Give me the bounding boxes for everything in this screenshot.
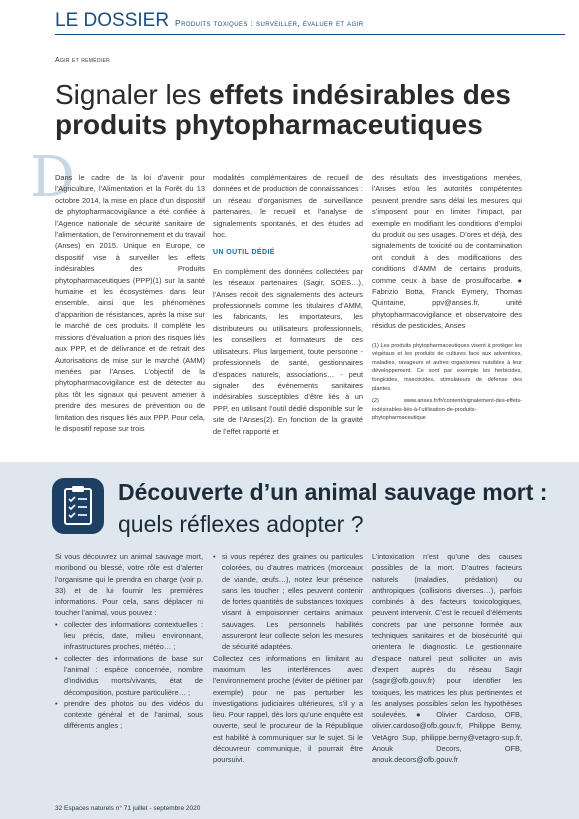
box-paragraph: Collectez ces informations en limitant au maximum les interférences avec l’environnement proche (éviter de piétiner par exemple) pour ne pas perturber les investigations judiciaires ultérieures, s’il y a lieu. Pour rappel, dès lors qu’une enquête est ouverte, seul le procureur de la République est habilité à communiquer sur le sujet. Si le découvreur communique, il pourrait être poursuivi. (213, 653, 363, 765)
article-paragraph: modalités complémentaires de recueil de données et de production de connaissances : un réseau d’organismes de surveillance partenaires, le recueil et l’analyse de signalements spontanés, et des études ad hoc. (213, 173, 363, 240)
clipboard-checklist-icon (52, 478, 104, 534)
article-title-light: Signaler les (55, 79, 210, 110)
box-title-bold: Découverte d’un animal sauvage mort : (118, 479, 548, 505)
list-item: • si vous repérez des graines ou particules colorées, ou d’autres matrices (morceaux de viande, œufs…), notez leur présence sans les toucher ; elles peuvent contenir de fortes quantités de substances toxiques visant à empoisonner certains animaux sauvages. Les personnels habilités assureront leur collecte selon les mesures de sécurité adaptées. (213, 551, 363, 653)
footnotes (372, 342, 522, 423)
page-footer: 32 Espaces naturels n° 71 juillet - septembre 2020 (55, 805, 201, 812)
list-item: • collecter des informations de base sur l’animal : espèce concernée, nombre d’individus morts/vivants, état de décomposition, posture particulière… ; (55, 653, 203, 698)
article-column-2 (213, 172, 363, 437)
list-item: • prendre des photos ou des vidéos du contexte général et de l’animal, sous différents angles ; (55, 698, 203, 732)
article-paragraph: Dans le cadre de la loi d’avenir pour l’Agriculture, l’Alimentation et la Forêt du 13 octobre 2014, la mise en place d’un dispositif de phytopharmacovigilance a été confiée à l’Agence nationale de sécurité sanitaire de l’alimentation, de l’environnement et du travail (Anses) en 2015. Unique en Europe, ce dispositif vise à surveiller les effets indésirables des Produits phytopharmaceutiques (PPP)(1) sur la santé humaine et les écosystèmes dans leur ensemble, ainsi que les phénomènes d’apparition de résistances, après la mise sur le marché de ces produits. Il complète les missions d’évaluation a priori des risques liés aux PPP, et de délivrance et de retrait des Autorisations de mise sur le marché (AMM) menées par l’Anses. L’objectif de la phytopharmacovigilance est de détecter au plus tôt les signaux qui peuvent amener à prendre des mesures de prévention ou de limitation des risques liés aux PPP. Pour cela, le dispositif repose sur trois (55, 173, 205, 433)
drop-cap: D (30, 145, 75, 210)
article-title (55, 80, 555, 140)
box-column-3 (372, 551, 522, 766)
article-column-1 (55, 172, 205, 434)
footnote-2: (2) www.anses.fr/fr/content/signalement-des-effets-indésirables-liés-à-l’utilisation-de-produits-phytopharmaceutique (372, 398, 522, 422)
box-list (213, 551, 363, 653)
article-title-bold: effets indésirables des produits phytopharmaceutiques (55, 79, 511, 140)
article-kicker: Agir et remédier (55, 57, 111, 64)
section-subtitle: Produits toxiques : surveiller, évaluer et agir (175, 18, 364, 28)
box-paragraph: L’intoxication n’est qu’une des causes possibles de la mort. D’autres facteurs naturels (maladies, prédation) ou anthropiques (collisions diverses…), parfois combinés à des facteurs toxicologiques, peuvent intervenir. C’est le recueil d’éléments concrets par une personne formée aux techniques sanitaires et de biosécurité qui orientera le diagnostic. Le gestionnaire d’espace naturel peut solliciter un avis d’expert auprès du réseau Sagir (sagir@ofb.gouv.fr) pour identifier les toxiques, les matrices les plus pertinentes et les analyses possibles selon les hypothèses soulevées. ● Olivier Cardoso, OFB, olivier.cardoso@ofb.gouv.fr, Philippe Berny, VetAgro Sup, philippe.berny@vetagro-sup.fr, Anouk Decors, OFB, anouk.decors@ofb.gouv.fr (372, 552, 522, 765)
footnote-1: (1) Les produits phytopharmaceutiques visent à protéger les végétaux et les produits de cultures face aux adventices, maladies, ravageurs et autres organismes nuisibles à leur développement. Ce sont par exemple les herbicides, fongicides, insecticides, stimulateurs de défense des plantes. (372, 342, 522, 392)
article-paragraph: des résultats des investigations menées, l’Anses et/ou les autorités compétentes peuvent prendre sans délai les mesures qui s’imposent pour en limiter l’impact, par exemple en modifiant les conditions d’emploi du produit ou ses usages. D’ores et déjà, des signalements de toxicité ou de contamination ont conduit à des modifications des conditions d’AMM de certains produits, comme ceux à base de prosulfocarbe. ● Fabrizio Botta, Franck Eymery, Thomas Quintaine, ppv@anses.fr, unité phytopharmacovigilance et observatoire des résidus de pesticides, Anses (372, 173, 522, 331)
article-paragraph: En complément des données collectées par les réseaux partenaires (Sagir, SOES…), l’Anses recoit des signalements des acteurs professionnels comme les titulaires d’AMM, les fabricants, les importateurs, les distributeurs ou utilisateurs professionnels, les conseillers et formateurs de ces utilisateurs. Plus largement, toute personne - professionnels de santé, gestionnaires d’espaces naturels, associations… - peut signaler des événements sanitaires indésirables susceptibles d’être liés à un PPP, en utilisant l’outil dédié disponible sur le site de l’Anses(2). En fonction de la gravité de l’effet rapporté et (213, 266, 363, 436)
box-title-light: quels réflexes adopter ? (118, 511, 364, 537)
article-subheading: UN OUTIL DÉDIÉ (213, 249, 275, 257)
section-title: LE DOSSIER (55, 10, 170, 31)
box-list (55, 619, 203, 732)
box-intro: Si vous découvrez un animal sauvage mort, moribond ou blessé, votre rôle est d’alerter l’organisme qui le prendra en charge (voir p. 33) et de lui fournir les premières informations. Pour cela, sans déplacer ni toucher l’animal, vous pouvez : (55, 552, 203, 618)
section-header (55, 10, 575, 32)
box-title (118, 476, 578, 540)
box-column-2 (213, 551, 363, 766)
header-divider (55, 34, 565, 35)
box-column-1 (55, 551, 203, 732)
article-column-3 (372, 172, 522, 423)
list-item: • collecter des informations contextuelles : lieu précis, date, milieu environnant, infrastructures proches, météo… ; (55, 619, 203, 653)
